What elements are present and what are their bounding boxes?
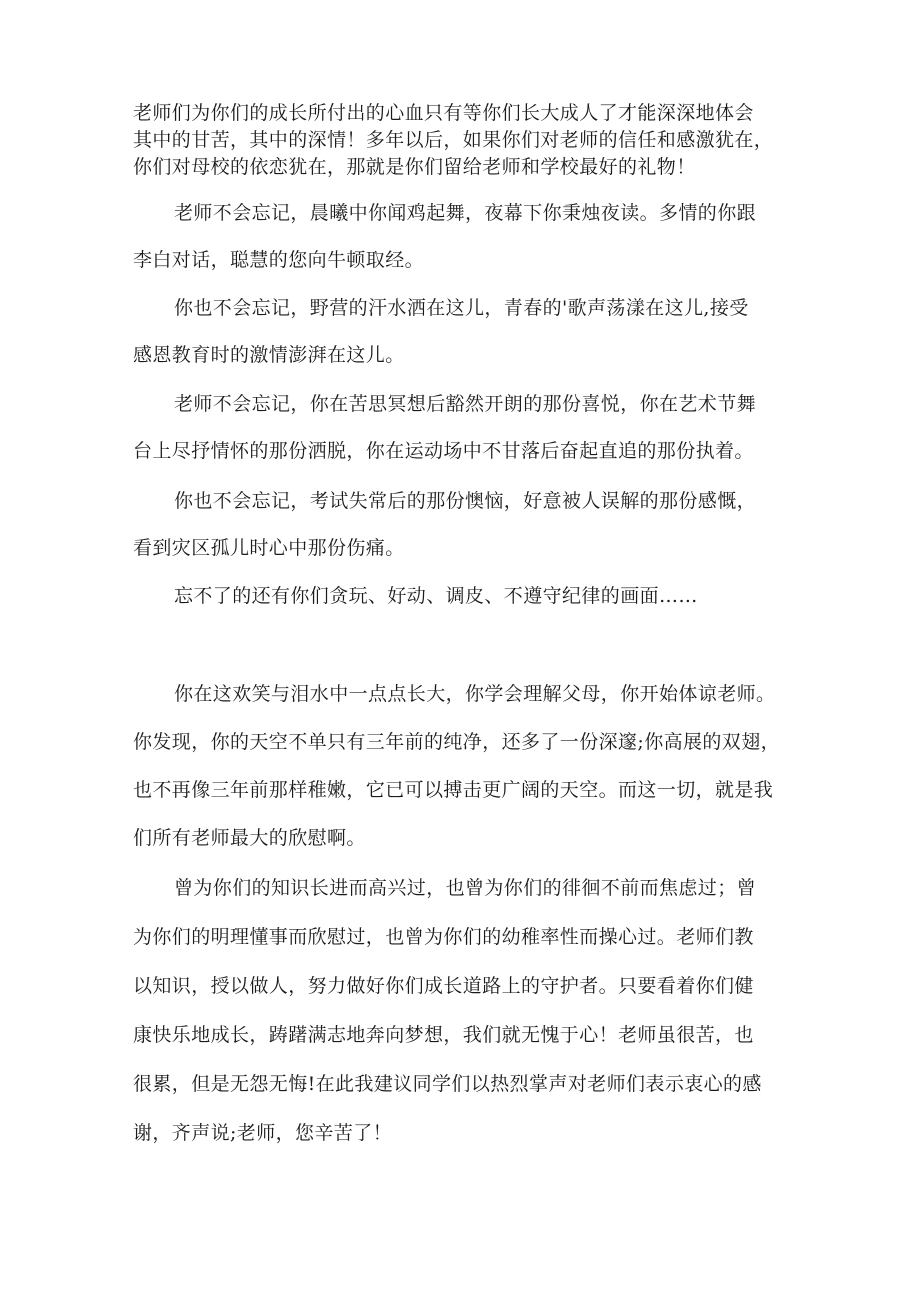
text-line: 看到灾区孤儿时心中那份伤痛。 [133, 537, 405, 559]
text-line: 老师不会忘记，晨曦中你闻鸡起舞，夜幕下你秉烛夜读。多情的你跟 [174, 202, 757, 224]
text-line: 老师不会忘记，你在苦思冥想后豁然开朗的那份喜悦，你在艺术节舞 [174, 393, 757, 415]
text-line: 你也不会忘记，考试失常后的那份懊恼，好意被人误解的那份感慨， [174, 490, 757, 512]
text-line: 忘不了的还有你们贪玩、好动、调皮、不遵守纪律的画面…… [174, 585, 698, 607]
text-line: 其中的甘苦，其中的深情！多年以后，如果你们对老师的信任和感激犹在， [133, 129, 774, 151]
text-line: 为你们的明理懂事而欣慰过，也曾为你们的幼稚率性而操心过。老师们教 [133, 926, 754, 948]
text-line: 也不再像三年前那样稚嫩，它已可以搏击更广阔的天空。而这一切，就是我 [133, 779, 774, 801]
text-line: 以知识，授以做人，努力做好你们成长道路上的守护者。只要看着你们健 [133, 975, 754, 997]
text-line: 们所有老师最大的欣慰啊。 [133, 827, 366, 849]
text-line: 老师们为你们的成长所付出的心血只有等你们长大成人了才能深深地体会 [133, 102, 754, 124]
text-line: 很累，但是无怨无悔!在此我建议同学们以热烈掌声对老师们表示衷心的感 [133, 1073, 762, 1095]
text-line: 你们对母校的依恋犹在，那就是你们留给老师和学校最好的礼物！ [133, 156, 696, 178]
text-line: 康快乐地成长，踌躇满志地奔向梦想，我们就无愧于心！老师虽很苦，也 [133, 1024, 754, 1046]
text-line: 李白对话，聪慧的您向牛顿取经。 [133, 249, 425, 271]
text-line: 感恩教育时的激情澎湃在这儿。 [133, 344, 405, 366]
text-line: 你也不会忘记，野营的汗水洒在这儿，青春的'歌声荡漾在这儿,接受 [174, 297, 749, 319]
text-line: 谢，齐声说;老师，您辛苦了！ [133, 1122, 393, 1144]
text-line: 你发现，你的天空不单只有三年前的纯净，还多了一份深邃;你高展的双翅， [133, 731, 781, 753]
text-line: 台上尽抒情怀的那份洒脱，你在运动场中不甘落后奋起直追的那份执着。 [133, 440, 754, 462]
text-line: 曾为你们的知识长进而高兴过，也曾为你们的徘徊不前而焦虑过；曾 [174, 877, 757, 899]
text-line: 你在这欢笑与泪水中一点点长大，你学会理解父母，你开始体谅老师。 [174, 683, 776, 705]
